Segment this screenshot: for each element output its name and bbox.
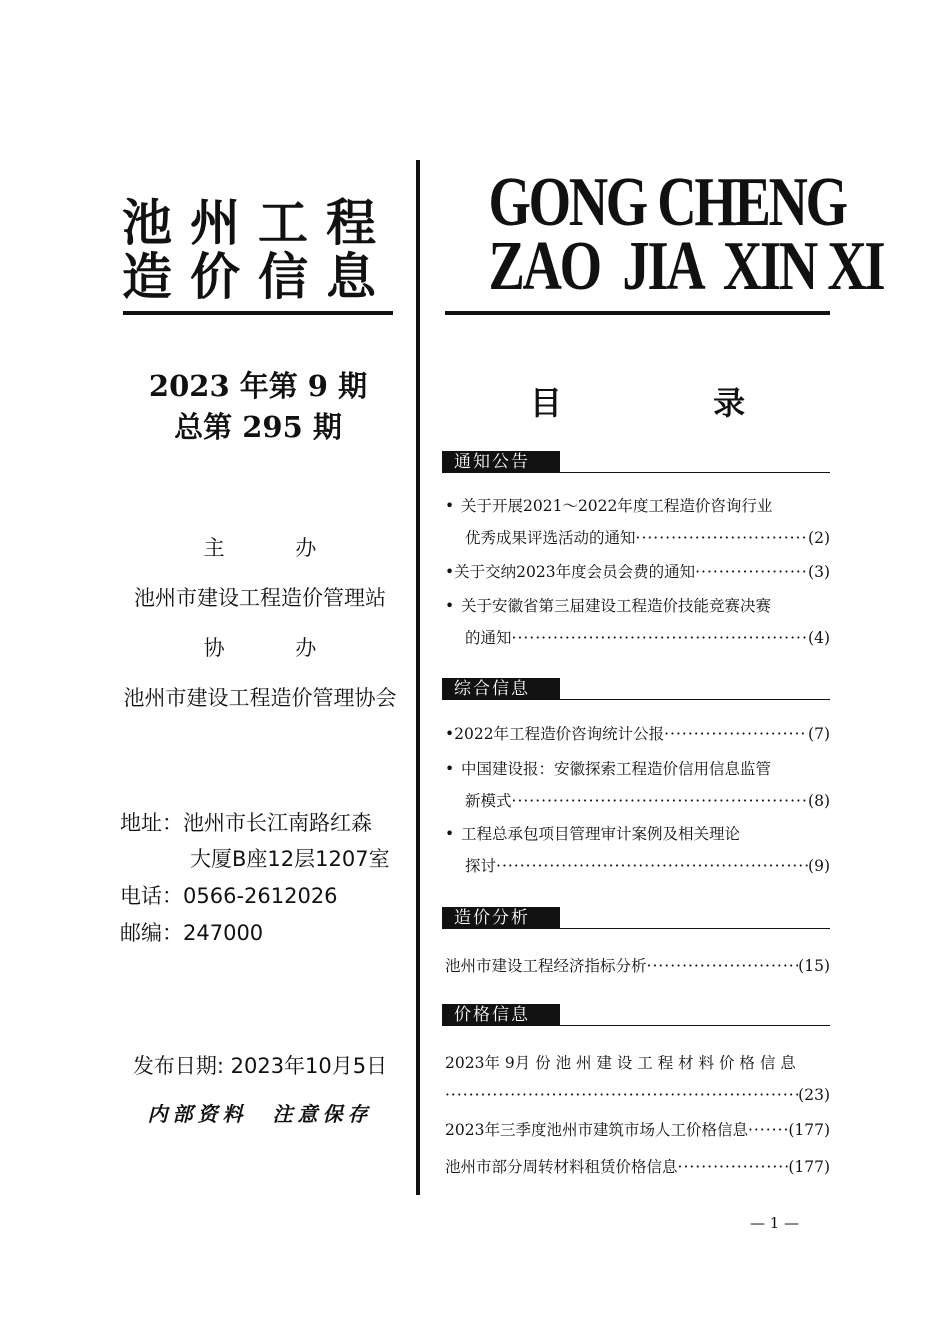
toc-leader-dots	[636, 522, 809, 554]
host-label: 主 办	[203, 536, 349, 560]
toc-entry-text: 2023年 9月 份 池 州 建 设 工 程 材 料 价 格 信 息	[445, 1054, 796, 1072]
toc-page-number: (9)	[808, 857, 830, 875]
toc-entry-text: 工程总承包项目管理审计案例及相关理论	[461, 825, 741, 843]
toc-section-rule	[442, 472, 830, 474]
toc-entry[interactable]	[445, 718, 830, 750]
address-line-1	[120, 807, 372, 837]
internal-note: 内部资料 注意保存	[147, 1102, 373, 1126]
address-label: 地址：	[120, 811, 183, 835]
phone-label: 电话：	[120, 884, 183, 908]
bullet-icon: •	[445, 825, 455, 843]
toc-leader-dots	[647, 950, 799, 982]
toc-entry-line	[445, 1047, 830, 1079]
bullet-icon: •	[445, 497, 455, 515]
toc-entry-text: 优秀成果评选活动的通知	[465, 529, 636, 547]
toc-page-number: (15)	[798, 957, 830, 975]
toc-entry[interactable]	[445, 950, 830, 982]
toc-leader-dots	[695, 556, 808, 588]
toc-entry-text: 2023年三季度池州市建筑市场人工价格信息	[445, 1121, 748, 1139]
toc-section-header	[442, 451, 830, 473]
post-label: 邮编：	[120, 921, 183, 945]
toc-page-number: (177)	[788, 1121, 830, 1139]
host-org: 池州市建设工程造价管理站	[134, 586, 386, 610]
bullet-icon: •	[445, 563, 455, 581]
toc-page-number: (4)	[808, 629, 830, 647]
toc-entry-text: 池州市建设工程经济指标分析	[445, 957, 647, 975]
toc-leader-dots	[678, 1151, 789, 1183]
page-number: — 1 —	[750, 1214, 800, 1232]
address-value-2: 大厦B座12层1207室	[190, 847, 390, 871]
issue-number: 2023 年第 9 期	[148, 369, 368, 403]
toc-entry-line	[445, 950, 830, 982]
phone-value: 0566-2612026	[183, 884, 338, 908]
toc-entry-line	[445, 590, 830, 622]
toc-leader-dots	[748, 1114, 788, 1146]
toc-page-number: (8)	[808, 792, 830, 810]
toc-entry-text: 中国建设报：安徽探索工程造价信用信息监管	[461, 760, 772, 778]
post-value: 247000	[183, 921, 264, 945]
toc-page-number: (177)	[788, 1158, 830, 1176]
toc-entry-line	[445, 490, 830, 522]
toc-entry-line	[445, 785, 830, 817]
toc-entry[interactable]	[445, 1047, 830, 1111]
toc-entry-line	[445, 1151, 830, 1183]
column-divider	[416, 160, 420, 1195]
bullet-icon: •	[445, 597, 455, 615]
toc-entry[interactable]	[445, 590, 830, 654]
title-en-line-1: GONG CHENG	[488, 164, 846, 241]
toc-section-header	[442, 907, 830, 929]
toc-page-number: (7)	[808, 725, 830, 743]
address-value-1: 池州市长江南路红森	[183, 811, 372, 835]
toc-entry[interactable]	[445, 1114, 830, 1146]
toc-section-rule	[442, 699, 830, 701]
toc-entry[interactable]	[445, 753, 830, 817]
toc-section-rule	[442, 1025, 830, 1027]
toc-entry-line	[445, 818, 830, 850]
toc-entry[interactable]	[445, 490, 830, 554]
title-en-line-2: ZAO JIA XIN XI	[488, 228, 884, 305]
toc-section-label: 价格信息	[442, 1004, 560, 1026]
publish-date: 发布日期: 2023年10月5日	[132, 1054, 388, 1078]
toc-entry-text: 关于交纳2023年度会员会费的通知	[454, 563, 696, 581]
toc-entry-text: 2022年工程造价咨询统计公报	[454, 725, 665, 743]
toc-entry-text: 关于安徽省第三届建设工程造价技能竞赛决赛	[461, 597, 772, 615]
toc-leader-dots	[445, 1079, 798, 1111]
bullet-icon: •	[445, 725, 455, 743]
toc-page-number: (23)	[798, 1086, 830, 1104]
title-cn-line-2: 造价信息	[122, 248, 394, 306]
toc-section-label: 通知公告	[442, 451, 560, 473]
toc-entry-text: 池州市部分周转材料租赁价格信息	[445, 1158, 678, 1176]
toc-section-label: 造价分析	[442, 907, 560, 929]
toc-entry-text: 探讨	[465, 857, 497, 875]
bullet-icon: •	[445, 760, 455, 778]
right-title-rule	[445, 311, 830, 315]
toc-entry-line	[445, 753, 830, 785]
toc-section-label: 综合信息	[442, 678, 560, 700]
toc-entry-text: 关于开展2021～2022年度工程造价咨询行业	[461, 497, 773, 515]
toc-entry-line	[445, 1079, 830, 1111]
toc-entry-line	[445, 718, 830, 750]
toc-entry-text: 的通知	[465, 629, 512, 647]
toc-leader-dots	[664, 718, 808, 750]
toc-page-number: (3)	[808, 563, 830, 581]
post-line	[120, 917, 263, 947]
toc-leader-dots	[512, 622, 809, 654]
toc-leader-dots	[496, 850, 808, 882]
toc-entry-line	[445, 622, 830, 654]
toc-section-header	[442, 678, 830, 700]
toc-entry[interactable]	[445, 1151, 830, 1183]
toc-page-number: (2)	[808, 529, 830, 547]
co-label: 协 办	[203, 636, 349, 660]
toc-title: 目 录	[529, 384, 816, 422]
co-org: 池州市建设工程造价管理协会	[123, 686, 397, 710]
toc-leader-dots	[512, 785, 809, 817]
toc-entry-line	[445, 522, 830, 554]
toc-section-rule	[442, 928, 830, 930]
toc-entry[interactable]	[445, 818, 830, 882]
toc-entry-text: 新模式	[465, 792, 512, 810]
phone-line	[120, 880, 338, 910]
toc-entry-line	[445, 1114, 830, 1146]
toc-entry[interactable]	[445, 556, 830, 588]
issue-total: 总第 295 期	[174, 410, 342, 444]
left-title-rule	[123, 311, 393, 315]
toc-section-header	[442, 1004, 830, 1026]
toc-entry-line	[445, 850, 830, 882]
toc-entry-line	[445, 556, 830, 588]
title-cn-line-1: 池州工程	[122, 194, 394, 252]
